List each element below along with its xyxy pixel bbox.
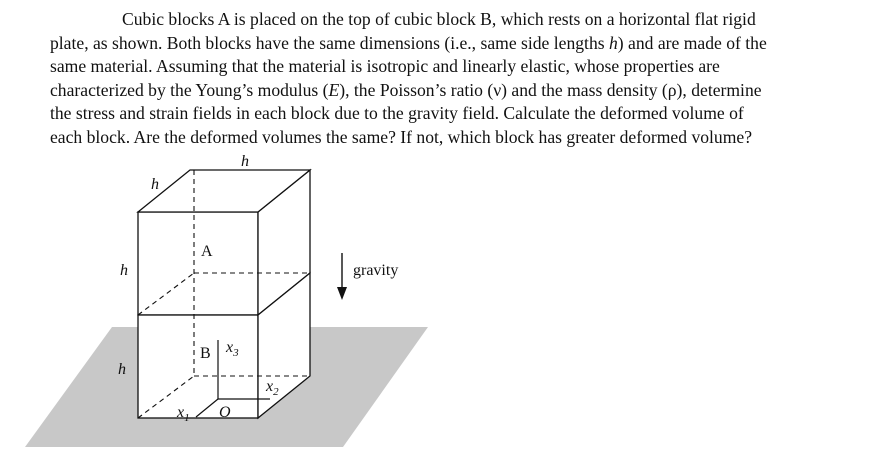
label-top-width-h: h bbox=[241, 153, 249, 170]
label-gravity: gravity bbox=[353, 262, 399, 279]
problem-text: ) and are made of the bbox=[617, 32, 767, 53]
x3-symbol: x bbox=[226, 339, 234, 356]
variable-h: h bbox=[609, 32, 618, 53]
block-b-front-face bbox=[138, 315, 258, 418]
problem-line-6 bbox=[50, 126, 870, 150]
label-height-b-h: h bbox=[118, 361, 126, 378]
problem-text: characterized by the Young’s modulus ( bbox=[50, 79, 329, 100]
variable-e: E bbox=[328, 79, 340, 100]
block-a-front-face bbox=[138, 212, 258, 315]
label-block-b: B bbox=[200, 345, 211, 362]
x2-symbol: x bbox=[266, 378, 274, 395]
label-block-a: A bbox=[201, 243, 213, 260]
x3-subscript: 3 bbox=[233, 347, 239, 359]
problem-line-1 bbox=[50, 8, 870, 32]
problem-line-4 bbox=[50, 79, 870, 103]
problem-text: same material. Assuming that the material is isotropic and linearly elastic, whose properties are bbox=[50, 56, 720, 76]
label-height-a-h: h bbox=[120, 262, 128, 279]
x1-symbol: x bbox=[177, 404, 185, 421]
problem-text: each block. Are the deformed volumes the same? If not, which block has greater deformed volume? bbox=[50, 126, 753, 147]
problem-line-3 bbox=[50, 55, 870, 79]
problem-text: plate, as shown. Both blocks have the same dimensions (i.e., same side lengths bbox=[50, 32, 609, 53]
problem-text: ), the Poisson’s ratio (ν) and the mass density (ρ), determine bbox=[339, 79, 762, 100]
gravity-arrow bbox=[337, 253, 347, 300]
x1-subscript: 1 bbox=[184, 412, 190, 424]
problem-line-2 bbox=[50, 32, 870, 56]
problem-text: Cubic blocks A is placed on the top of cubic block B, which rests on a horizontal flat rigid bbox=[122, 9, 756, 29]
x2-subscript: 2 bbox=[273, 386, 279, 398]
label-origin-o: O bbox=[219, 404, 231, 421]
label-top-depth-h: h bbox=[151, 176, 159, 193]
stacked-blocks-figure bbox=[0, 150, 892, 464]
problem-text: the stress and strain fields in each block due to the gravity field. Calculate the deformed volume of bbox=[50, 103, 744, 123]
problem-line-5 bbox=[50, 102, 870, 126]
problem-statement bbox=[50, 8, 870, 149]
